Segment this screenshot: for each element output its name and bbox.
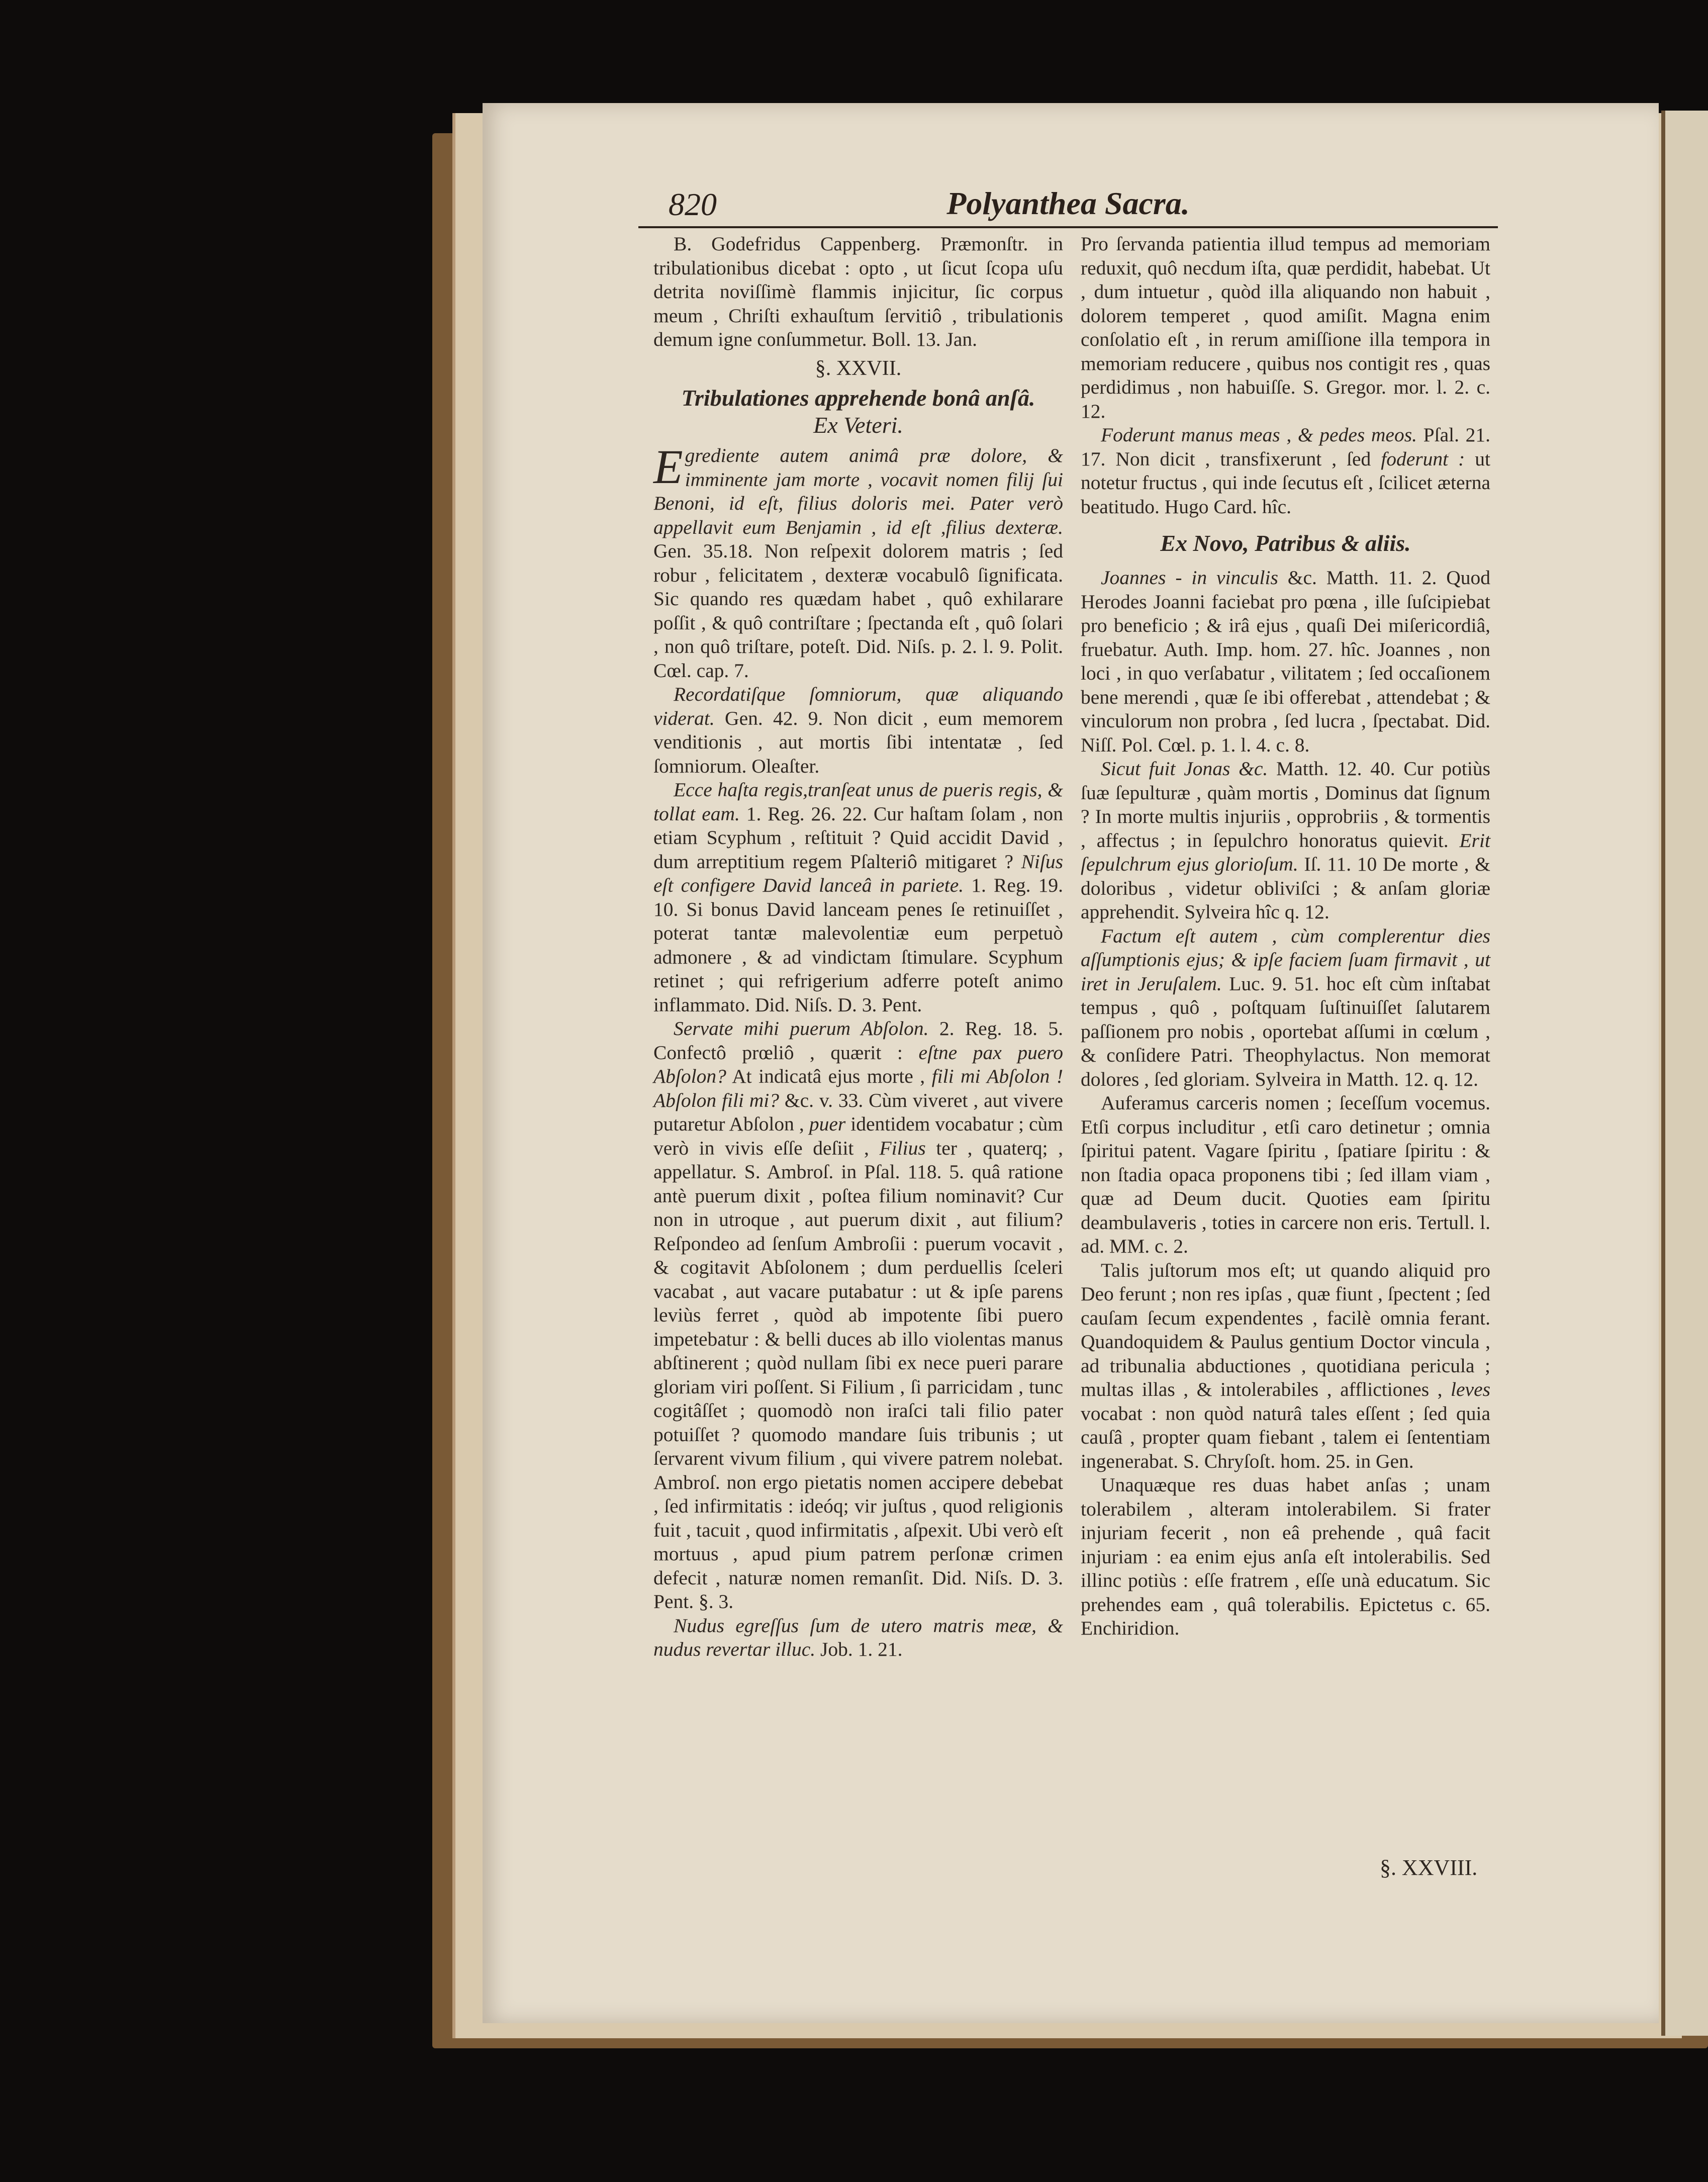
paragraph: Egrediente autem animâ præ dolore, & imminente jam morte , vocavit nomen filij ſui Benoni, id eſt, filius doloris mei. Pater verò appellavit eum Benjamin , id eſt ,filius dexteræ. Gen. 35.18. Non reſpexit dolorem matris ; ſed robur , felicitatem , dexteræ vocabulô ſignificata. Sic quando res quædam habet , quô exhilarare poſſit , & quô contriſtare ; ſpectanda eſt , quô ſolari , non quô triſtare, poteſt. Did. Niſs. p. 2. l. 9. Polit. Cœl. cap. 7. <box>653 440 1063 682</box>
subheading: Ex Veteri. <box>813 412 903 438</box>
running-title: Polyanthea Sacra. <box>946 185 1190 221</box>
paragraph: Ecce haſta regis,tranſeat unus de pueris regis, & tollat eam. 1. Reg. 26. 22. Cur haſtam ſolam , non etiam Scyphum , reſtituit ? Quid accidit David , dum arreptitium regem Pſalteriô mitigaret ? Niſus eſt configere David lanceâ in pariete. 1. Reg. 19. 10. Si bonus David lanceam penes ſe retinuiſſet , poterat tantæ malevolentiæ eum perpetuò admonere , & ad vindictam ſtimulare. Scyphum retinet ; qui refrigerium adferre poteſt animo inflammato. Did. Niſs. D. 3. Pent. <box>653 779 1063 1016</box>
paragraph: Recordatiſque ſomniorum, quæ aliquando viderat. Gen. 42. 9. Non dicit , eum memorem venditionis , aut mortis ſibi intentatæ , ſed ſomniorum. Oleaſter. <box>653 683 1063 777</box>
page-number: 820 <box>669 186 717 222</box>
paragraph: B. Godefridus Cappenberg. Præmonſtr. in tribulationibus dicebat : opto , ut ſicut ſcopa uſu detrita noviſſimè flammis injicitur, ſic corpus meum , Chriſti exhauſtum ſervitiô , tribulationis demum igne conſummetur. Boll. 13. Jan. <box>653 233 1063 350</box>
paragraph: Auferamus carceris nomen ; ſeceſſum vocemus. Etſi corpus includitur , etſi caro detinetur ; omnia ſpiritui patent. Vagare ſpiritu , ſpatiare ſpiritu : & non ſtadia opaca proponens tibi ; ſed illam viam , quæ ad Deum ducit. Quoties eam ſpiritu deambulaveris , toties in carcere non eris. Tertull. l. ad. MM. c. 2. <box>1081 1092 1490 1257</box>
paragraph: Unaquæque res duas habet anſas ; unam tolerabilem , alteram intolerabilem. Si frater injuriam fecerit , non eâ prehende , quâ facit injuriam : ea enim ejus anſa eſt intolerabilis. Sed illinc potiùs : eſſe fratrem , eſſe unà educatum. Sic prehendes eam , quâ tolerabilis. Epictetus c. 65. Enchiridion. <box>1081 1474 1490 1639</box>
page-header <box>638 181 1498 228</box>
paragraph: Foderunt manus meas , & pedes meos. Pſal. 21. 17. Non dicit , transfixerunt , ſed foderunt : ut notetur fructus , qui inde ſecutus eſt , ſcilicet æterna beatitudo. Hugo Card. hîc. <box>1081 424 1491 518</box>
section-heading: Ex Novo, Patribus & aliis. <box>1160 530 1411 556</box>
catchword: §. XXVIII. <box>1380 1855 1478 1880</box>
paragraph: Factum eſt autem , cùm complerentur dies aſſumptionis ejus; & ipſe faciem ſuam firmavit , ut iret in Jeruſalem. Luc. 9. 51. hoc eſt cùm inſtabat tempus , quô , poſtquam ſuſtinuiſſet ſalutarem paſſionem pro nobis , oportebat aſſumi in cœlum , & conſidere Patri. Theophylactus. Non memorat dolores , ſed gloriam. Sylveira in Matth. 12. q. 12. <box>1081 924 1490 1090</box>
right-column <box>1081 232 1490 1641</box>
left-column <box>653 232 1063 1662</box>
paragraph: Talis juſtorum mos eſt; ut quando aliquid pro Deo ferunt ; non res ipſas , quæ fiunt , ſpectent ; ſed cauſam ſecum expendentes , facilè omnia ferant. Quandoquidem & Paulus gentium Doctor vincula , ad tribunalia abductiones , quotidiana pericula ; multas illas , & intolerabiles , afflictiones , leves vocabat : non quòd naturâ tales eſſent ; ſed quia cauſâ , propter quam fiebant , talem ei ſententiam ingenerabat. S. Chryſoſt. hom. 25. in Gen. <box>1081 1259 1490 1472</box>
paragraph: Pro ſervanda patientia illud tempus ad memoriam reduxit, quô necdum iſta, quæ perdidit, habebat. Ut , dum intuetur , quòd illa aliquando non habuit , dolorem temperet , quod amiſit. Magna enim conſolatio eſt , in rerum amiſſione illa tempora in memoriam reducere , quibus nos contigit res , quas perdidimus , non habuiſſe. S. Gregor. mor. l. 2. c. 12. <box>1081 233 1490 422</box>
paragraph: Nudus egreſſus ſum de utero matris meæ, & nudus revertar illuc. Job. 1. 21. <box>653 1614 1063 1660</box>
drop-cap: E <box>653 440 683 494</box>
facing-page-edge <box>1661 111 1708 2036</box>
paragraph: Servate mihi puerum Abſolon. 2. Reg. 18. 5. Confectô prœliô , quærit : eſtne pax puero Abſolon? At indicatâ ejus morte , fili mi Abſolon ! Abſolon fili mi? &c. v. 33. Cùm viveret , aut vivere putaretur Abſolon , puer identidem vocabatur ; cùm verò in vivis eſſe deſiit , Filius ter , quaterq; , appellatur. S. Ambroſ. in Pſal. 118. 5. quâ ratione antè puerum dixit , poſtea filium nominavit? Cur non in utroque , aut puerum dixit , aut filium? Reſpondeo ad ſenſum Ambroſii : puerum vocavit , & cogitavit Abſolonem ; dum perduellis ſceleri vacabat , aut vacare putabatur : ut & ipſe parens leviùs ferret , quòd ab impotente ſibi puero impetebatur : & belli duces ab illo violentas manus abſtinerent ; quòd nullam ſibi ex nece pueri parare gloriam viri poſſent. Si Filium , ſi parricidam , tunc cogitâſſet ; quomodò non iraſci tali filio pater potuiſſet ? quomodo mandare ſuis tribunis ; ut ſervarent vivum filium , qui vivere patrem nolebat. Ambroſ. non ergo pietatis nomen accipere debebat , ſed infirmitatis : ideóq; vir juſtus , quod religionis fuit , tacuit , quod infirmitatis , aſpexit. Ubi verò eſt mortuus , apud pium patrem perſonæ crimen defecit , naturæ nomen remanſit. Did. Niſs. D. 3. Pent. §. 3. <box>653 1017 1064 1612</box>
paragraph: Joannes - in vinculis &c. Matth. 11. 2. Quod Herodes Joanni faciebat pro pœna , ille ſuſcipiebat pro beneficio ; & irâ ejus , quaſi Dei miſericordiâ, fruebatur. Auth. Imp. hom. 27. hîc. Joannes , non loci , in quo verſabatur , vilitatem ; ſed occaſionem bene merendi , quæ ſe ibi offerebat , attendebat ; & vinculorum non probra , ſed lucra , ſpectabat. Did. Niſſ. Pol. Cœl. p. 1. l. 4. c. 8. <box>1081 566 1490 756</box>
paragraph: Sicut fuit Jonas &c. Matth. 12. 40. Cur potiùs ſuæ ſepulturæ , quàm mortis , Dominus dat ſignum ? In morte multis injuriis , opprobriis , & tormentis , affectus ; in ſepulchro honoratus quievit. Erit ſepulchrum ejus glorioſum. Iſ. 11. 10 De morte , & doloribus , videtur obliviſci ; & anſam gloriæ apprehendit. Sylveira hîc q. 12. <box>1081 757 1490 923</box>
section-heading: Tribulationes apprehende bonâ anſâ. <box>681 385 1035 411</box>
section-number: §. XXVII. <box>815 356 902 380</box>
